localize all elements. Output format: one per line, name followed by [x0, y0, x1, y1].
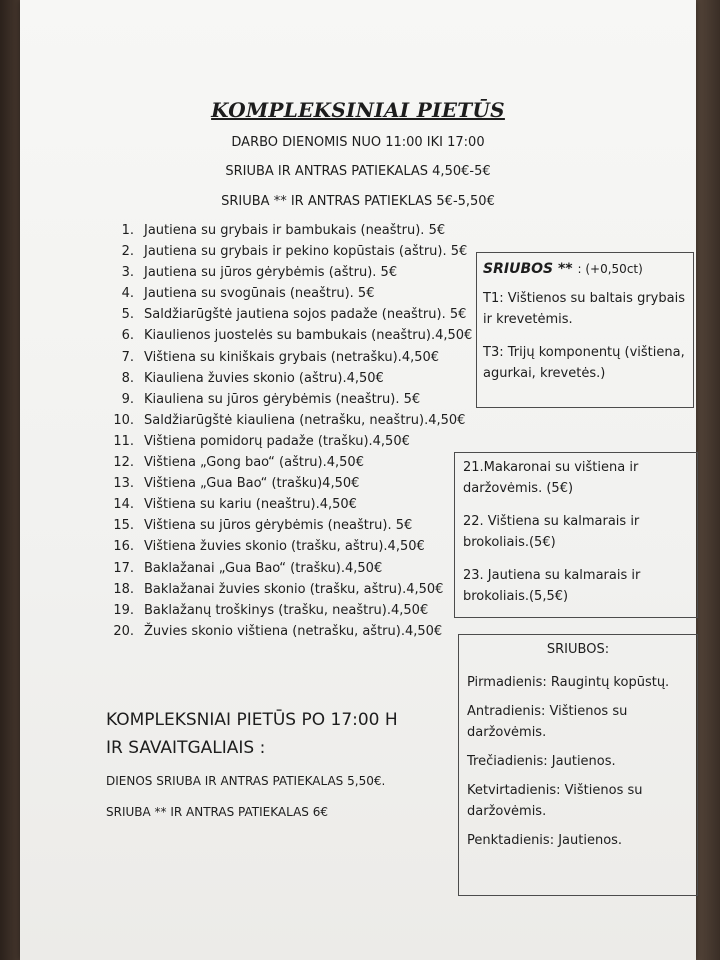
dish-number: 7. [121, 349, 134, 365]
dish-text: Vištiena su kiniškais grybais (netrašku).4,50€ [144, 349, 440, 365]
premium-soups-heading [483, 259, 687, 280]
after-hours-title [106, 706, 398, 762]
dish-text: Vištiena pomidorų padaže (trašku).4,50€ [144, 433, 410, 449]
dish-item [110, 325, 472, 346]
dish-item [110, 494, 472, 515]
dish-item [110, 241, 472, 262]
dish-number: 19. [113, 602, 134, 618]
dish-number: 1. [121, 223, 134, 238]
dish-text: Baklažanų troškinys (trašku, neaštru).4,50€ [144, 602, 429, 618]
dish-text: Kiauliena žuvies skonio (aštru).4,50€ [144, 370, 384, 386]
dish-text: Vištiena žuvies skonio (trašku, aštru).4,50€ [144, 539, 425, 555]
premium-soups-note: : (+0,50ct) [577, 262, 643, 276]
extra-dishes-box [454, 452, 698, 618]
table-background-left [0, 0, 22, 960]
dish-item [110, 304, 472, 325]
after-hours-title-line-1: KOMPLEKSNIAI PIETŪS PO 17:00 H [106, 710, 398, 730]
dish-item [110, 283, 472, 304]
soup-friday: Penktadienis: Jautienos. [467, 833, 623, 848]
dish-text: Saldžiarūgštė kiauliena (netrašku, neaštru).4,50€ [144, 412, 466, 428]
dish-number: 13. [113, 476, 134, 492]
dish-item [110, 262, 472, 283]
soup-tuesday: Antradienis: Vištienos su daržovėmis. [467, 704, 628, 740]
dish-text: Vištiena su jūros gėrybėmis (neaštru). 5€ [144, 518, 413, 534]
dish-text: Vištiena „Gong bao“ (aštru).4,50€ [144, 455, 364, 471]
dish-item [110, 431, 472, 452]
dish-item [110, 515, 472, 536]
dish-number: 16. [113, 539, 134, 555]
soup-monday: Pirmadienis: Raugintų kopūstų. [467, 675, 670, 690]
dish-number: 20. [113, 623, 134, 639]
working-hours: DARBO DIENOMIS NUO 11:00 IKI 17:00 [231, 135, 485, 150]
dish-text: Baklažanai žuvies skonio (trašku, aštru).4,50€ [144, 581, 444, 597]
soup-t1: T1: Vištienos su baltais grybais ir krevetėmis. [483, 291, 685, 327]
premium-soups-title: SRIUBOS ** [483, 261, 573, 277]
dish-text: Jautiena su grybais ir bambukais (neaštru). 5€ [144, 223, 446, 238]
dish-text: Vištiena su kariu (neaštru).4,50€ [144, 497, 357, 513]
dish-23: 23. Jautiena su kalmarais ir brokoliais.(5,5€) [463, 568, 641, 604]
menu-sheet [20, 0, 696, 960]
price-line-2: SRIUBA ** IR ANTRAS PATIEKLAS 5€-5,50€ [221, 194, 495, 209]
weekday-soups-title: SRIUBOS: [546, 642, 610, 657]
dish-list [110, 220, 472, 642]
dish-item [110, 452, 472, 473]
dish-item [110, 621, 472, 642]
premium-soups-box [476, 252, 694, 408]
dish-item [110, 558, 472, 579]
dish-number: 2. [121, 244, 134, 260]
dish-number: 12. [113, 455, 134, 471]
dish-item [110, 368, 472, 389]
dish-item [110, 389, 472, 410]
dish-item [110, 410, 472, 431]
soup-wednesday: Trečiadienis: Jautienos. [467, 754, 616, 769]
dish-text: Saldžiarūgštė jautiena sojos padaže (neaštru). 5€ [144, 307, 467, 323]
dish-number: 14. [113, 497, 134, 513]
dish-text: Jautiena su jūros gėrybėmis (aštru). 5€ [144, 265, 398, 281]
dish-number: 3. [121, 265, 134, 281]
dish-item [110, 600, 472, 621]
price-line-1: SRIUBA IR ANTRAS PATIEKALAS 4,50€-5€ [225, 164, 491, 179]
dish-number: 4. [121, 286, 134, 302]
dish-text: Jautiena su grybais ir pekino kopūstais (aštru). 5€ [144, 244, 468, 260]
dish-item [110, 220, 472, 241]
dish-item [110, 473, 472, 494]
weekday-soups-box [458, 634, 698, 896]
dish-number: 8. [121, 370, 134, 386]
dish-item [110, 347, 472, 368]
after-hours-line-1: DIENOS SRIUBA IR ANTRAS PATIEKALAS 5,50€. [106, 774, 386, 788]
dish-text: Kiauliena su jūros gėrybėmis (neaštru). 5€ [144, 391, 421, 407]
dish-number: 18. [113, 581, 134, 597]
dish-text: Žuvies skonio vištiena (netrašku, aštru).4,50€ [144, 623, 443, 639]
soup-thursday: Ketvirtadienis: Vištienos su daržovėmis. [467, 783, 643, 819]
after-hours-title-line-2: IR SAVAITGALIAIS : [106, 738, 266, 758]
dish-text: Kiaulienos juostelės su bambukais (neaštru).4,50€ [144, 328, 473, 344]
dish-number: 17. [113, 560, 134, 576]
dish-number: 6. [121, 328, 134, 344]
dish-text: Vištiena „Gua Bao“ (trašku)4,50€ [144, 476, 360, 492]
dish-text: Jautiena su svogūnais (neaštru). 5€ [144, 286, 375, 302]
dish-number: 15. [113, 518, 134, 534]
dish-text: Baklažanai „Gua Bao“ (trašku).4,50€ [144, 560, 383, 576]
dish-item [110, 536, 472, 557]
dish-number: 10. [113, 412, 134, 428]
dish-21: 21.Makaronai su vištiena ir daržovėmis. (5€) [463, 460, 639, 496]
after-hours-line-2: SRIUBA ** IR ANTRAS PATIEKALAS 6€ [106, 805, 328, 819]
dish-number: 5. [121, 307, 134, 323]
soup-t3: T3: Trijų komponentų (vištiena, agurkai, krevetės.) [483, 345, 685, 381]
dish-22: 22. Vištiena su kalmarais ir brokoliais.(5€) [463, 514, 640, 550]
menu-title: KOMPLEKSINIAI PIETŪS [211, 98, 505, 122]
dish-number: 9. [121, 391, 134, 407]
dish-item [110, 579, 472, 600]
dish-number: 11. [113, 433, 134, 449]
